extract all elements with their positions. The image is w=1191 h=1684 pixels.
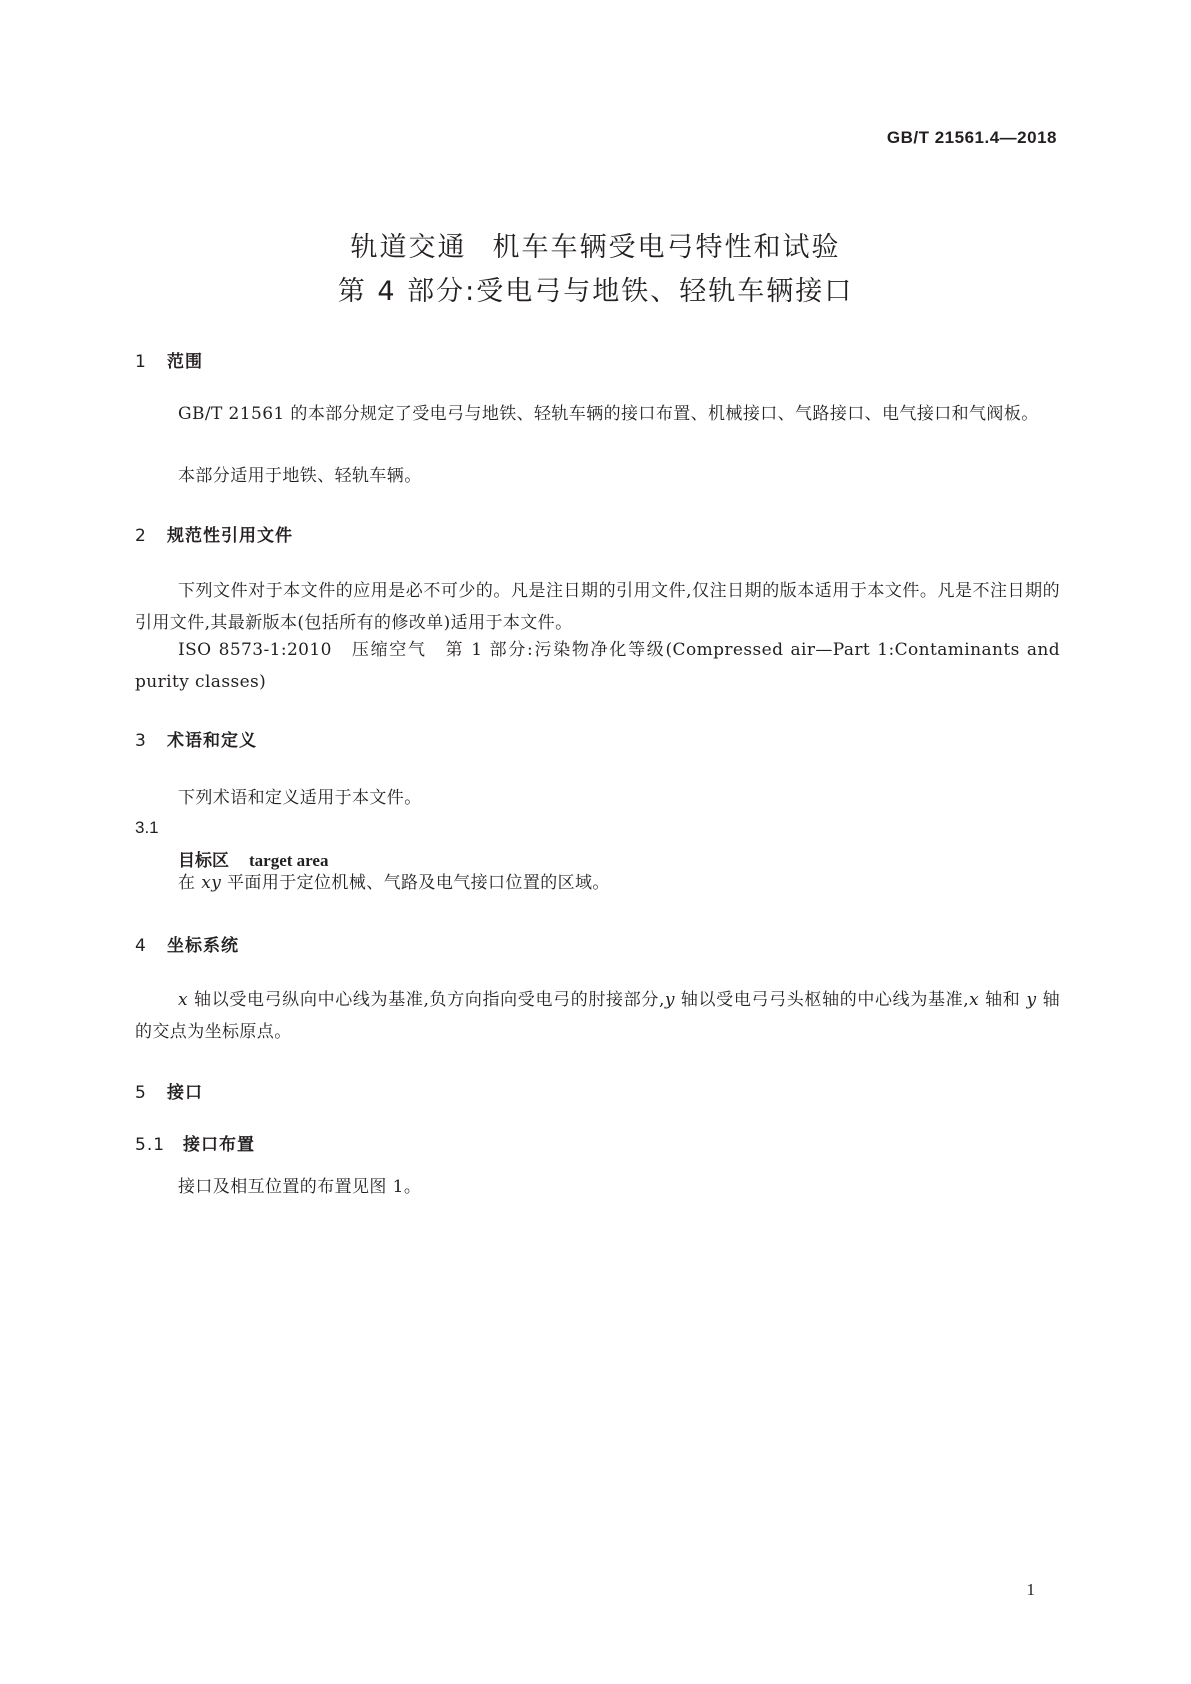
page-number: 1: [1026, 1580, 1035, 1599]
standard-number: GB/T 21561.4—2018: [886, 128, 1057, 147]
title-line-2: 第 4 部分:受电弓与地铁、轻轨车辆接口: [337, 276, 854, 307]
section-1-paragraph-1: GB/T 21561 的本部分规定了受电弓与地铁、轻轨车辆的接口布置、机械接口、气路接口、电气接口和气阀板。: [178, 404, 1039, 424]
section-5-1-heading: 5.1 接口布置: [135, 1135, 255, 1155]
section-1-heading: 1 范围: [135, 352, 203, 372]
term-definition: 在 xy 平面用于定位机械、气路及电气接口位置的区域。: [178, 873, 610, 893]
section-4-heading: 4 坐标系统: [135, 936, 239, 956]
section-2-heading: 2 规范性引用文件: [135, 526, 293, 546]
term-number: 3.1: [135, 818, 159, 837]
section-5-heading: 5 接口: [135, 1083, 203, 1103]
section-2-paragraph-1: 下列文件对于本文件的应用是必不可少的。凡是注日期的引用文件,仅注日期的版本适用于本文件。凡是不注日期的引用文件,其最新版本(包括所有的修改单)适用于本文件。: [135, 581, 1060, 633]
section-3-heading: 3 术语和定义: [135, 731, 257, 751]
section-3-paragraph-1: 下列术语和定义适用于本文件。: [178, 788, 422, 808]
title-line-1: 轨道交通 机车车辆受电弓特性和试验: [350, 232, 841, 263]
section-2-reference-iso-8573-1: ISO 8573-1:2010 压缩空气 第 1 部分:污染物净化等级(Compressed air—Part 1:Contaminants and purity classes): [135, 640, 1060, 692]
section-4-paragraph-1: x 轴以受电弓纵向中心线为基准,负方向指向受电弓的肘接部分,y 轴以受电弓弓头枢轴的中心线为基准,x 轴和 y 轴的交点为坐标原点。: [135, 990, 1060, 1042]
document-title: [0, 226, 1191, 314]
section-5-1-paragraph-1: 接口及相互位置的布置见图 1。: [178, 1177, 422, 1197]
term-heading: 目标区 target area: [178, 851, 329, 871]
section-1-paragraph-2: 本部分适用于地铁、轻轨车辆。: [178, 466, 422, 486]
